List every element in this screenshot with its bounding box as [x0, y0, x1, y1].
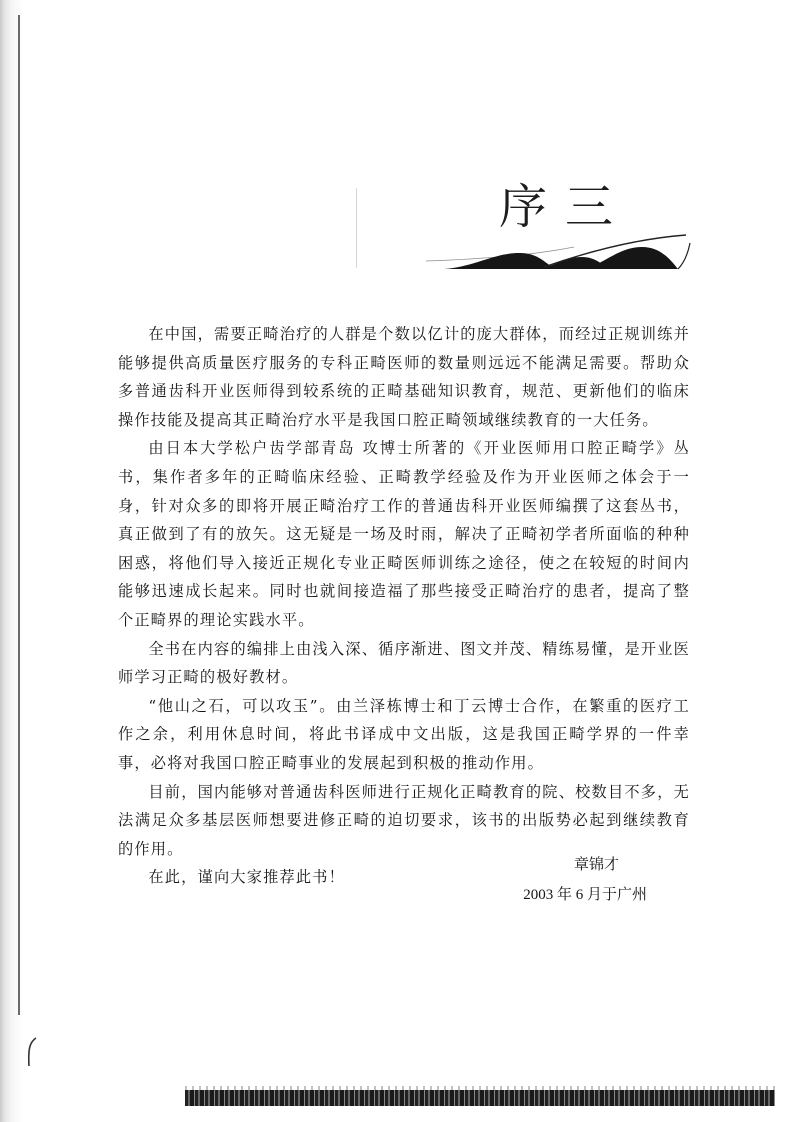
title-ornament: [424, 233, 692, 273]
signature-date: 2003 年 6 月于广州: [523, 887, 647, 903]
scan-bottom-strip: [185, 1090, 775, 1106]
paragraph-6: 在此，谨向大家推荐此书！: [148, 868, 346, 887]
page-title: 序三: [499, 179, 632, 235]
signature-block: [347, 850, 647, 910]
scan-left-edge: [0, 0, 28, 1122]
paragraph-5: 目前，国内能够对普通齿科医师进行正规化正畸教育的院、校数目不多，无法满足众多基层医师想要进修正畸的迫切要求，该书的出版势必起到继续教育的作用。: [118, 782, 690, 858]
scan-artifact-line: [356, 188, 357, 268]
body-text: [118, 320, 690, 892]
binding-line: [18, 15, 20, 1015]
paragraph-3: 全书在内容的编排上由浅入深、循序渐进、图文并茂、精练易懂，是开业医师学习正畸的极好教材。: [118, 639, 690, 687]
scan-mark: [26, 1036, 38, 1068]
paragraph-2: 由日本大学松户齿学部青岛 攻博士所著的《开业医师用口腔正畸学》丛书，集作者多年的正畸临床经验、正畸教学经验及作为开业医师之体会于一身，针对众多的即将开展正畸治疗工作的普通齿科开业医师编撰了这套丛书，真正做到了有的放矢。这无疑是一场及时雨，解决了正畸初学者所面临的种种困惑，将他们导入接近正规化专业正畸医师训练之途径，使之在较短的时间内能够迅速成长起来。同时也就间接造福了那些接受正畸治疗的患者，提高了整个正畸界的理论实践水平。: [118, 439, 690, 629]
paragraph-4: “他山之石，可以攻玉”。由兰泽栋博士和丁云博士合作，在繁重的医疗工作之余，利用休息时间，将此书译成中文出版，这是我国正畸学界的一件幸事，必将对我国口腔正畸事业的发展起到积极的推动作用。: [118, 696, 690, 772]
paragraph-1: 在中国，需要正畸治疗的人群是个数以亿计的庞大群体，而经过正规训练并能够提供高质量医疗服务的专科正畸医师的数量则远远不能满足需要。帮助众多普通齿科开业医师得到较系统的正畸基础知识教育，规范、更新他们的临床操作技能及提高其正畸治疗水平是我国口腔正畸领域继续教育的一大任务。: [118, 325, 690, 429]
signature-name: 章锦才: [573, 857, 619, 873]
